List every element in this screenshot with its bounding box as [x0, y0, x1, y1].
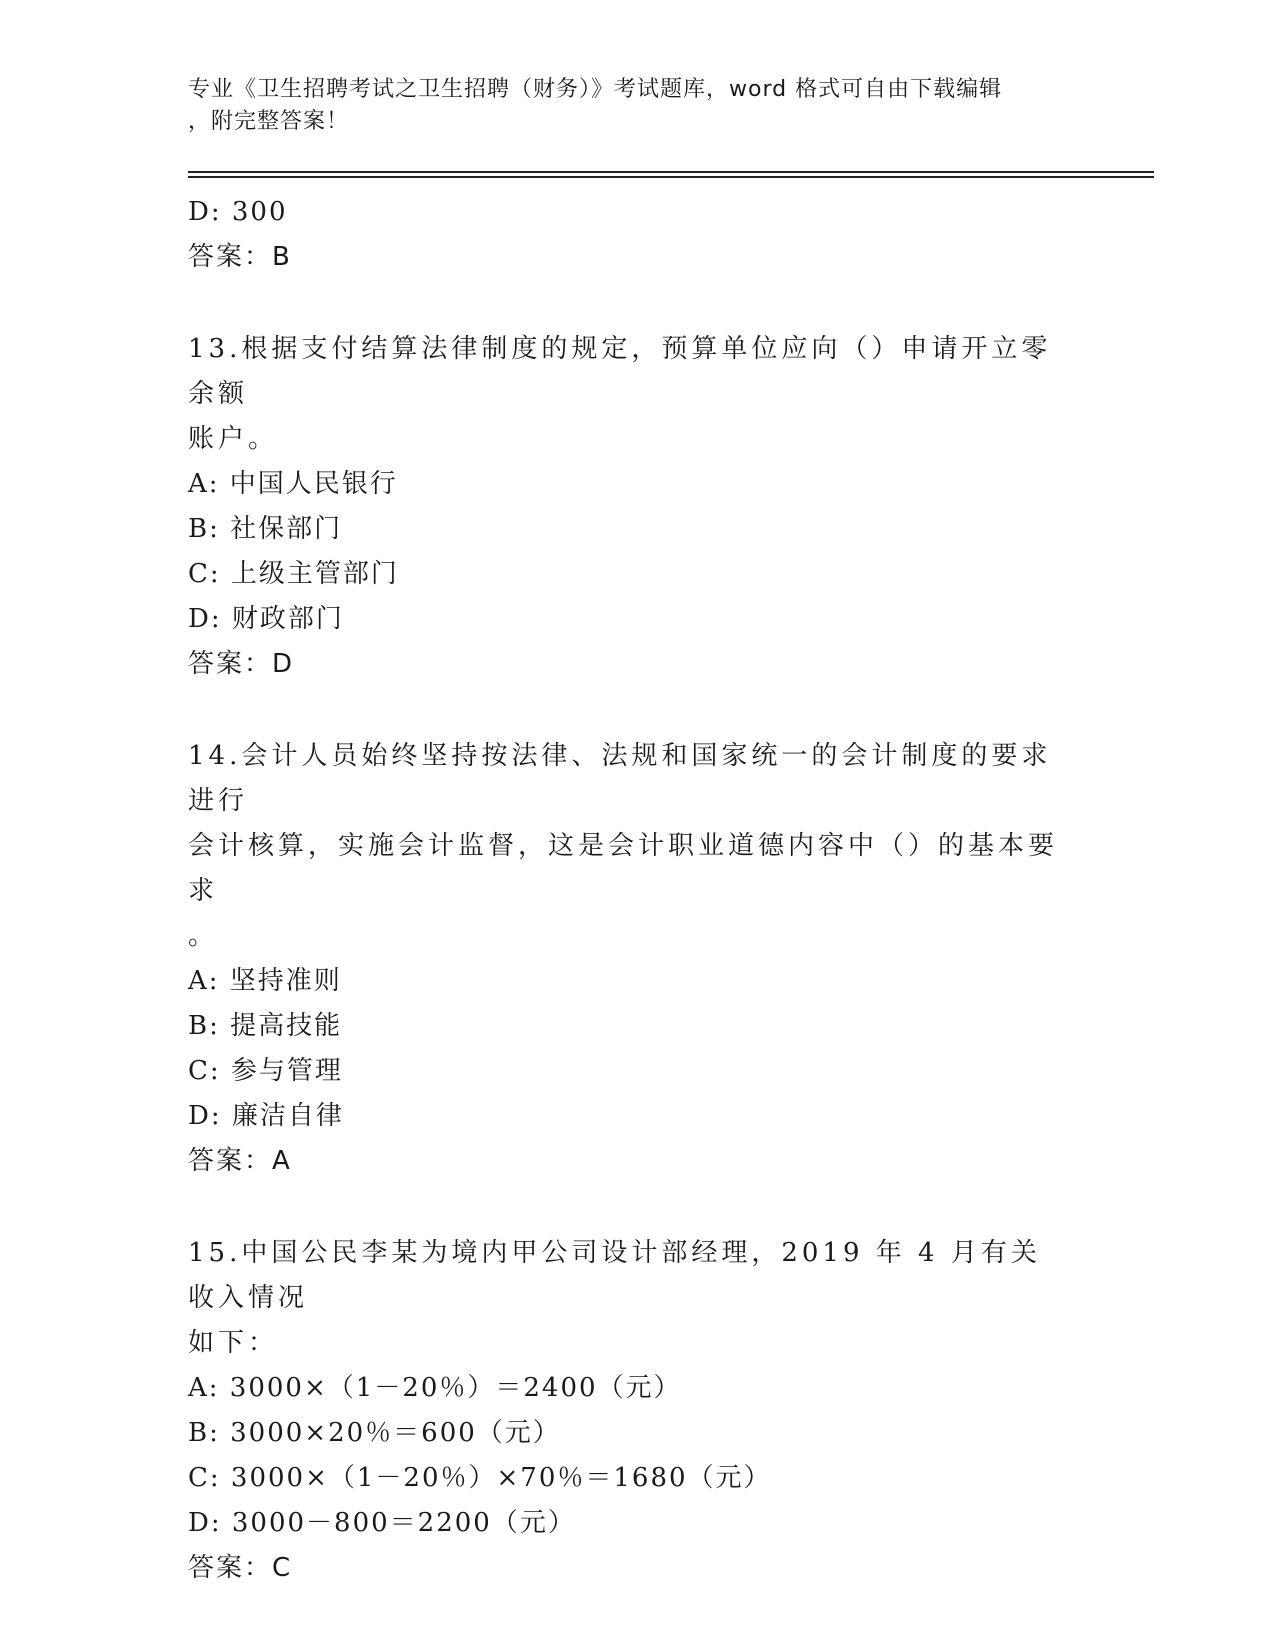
- option-d: D: 财政部门: [188, 604, 344, 634]
- header-rule-bottom: [188, 176, 1154, 178]
- option-d: D: 廉洁自律: [188, 1101, 344, 1131]
- option-d: D: 3000－800＝2200（元）: [188, 1508, 576, 1538]
- option-b: B: 社保部门: [188, 514, 343, 544]
- option-d: D: 300: [188, 197, 288, 227]
- previous-question-tail: [188, 190, 1088, 280]
- option-c: C: 上级主管部门: [188, 559, 399, 589]
- option-a: A: 中国人民银行: [188, 469, 398, 499]
- answer-line: 答案：B: [188, 242, 292, 272]
- option-a: A: 3000×（1－20％）＝2400（元）: [188, 1373, 682, 1403]
- question-13: [188, 327, 1088, 687]
- header-rule-top: [188, 171, 1154, 173]
- option-c: C: 参与管理: [188, 1056, 343, 1086]
- question-list: [188, 190, 1088, 1591]
- option-b: B: 3000×20％＝600（元）: [188, 1418, 561, 1448]
- answer-line: 答案：A: [188, 1146, 292, 1176]
- answer-line: 答案：C: [188, 1553, 293, 1583]
- header-line-1: 专业《卫生招聘考试之卫生招聘（财务）》考试题库，word 格式可自由下载编辑: [188, 77, 1003, 102]
- answer-line: 答案：D: [188, 649, 295, 679]
- question-text: 13.根据支付结算法律制度的规定，预算单位应向（）申请开立零余额 账户。: [188, 334, 1052, 454]
- header-line-2: ，附完整答案！: [188, 109, 350, 134]
- option-b: B: 提高技能: [188, 1011, 343, 1041]
- question-15: [188, 1231, 1088, 1591]
- question-text: 15.中国公民李某为境内甲公司设计部经理，2019 年 4 月有关收入情况 如下：: [188, 1238, 1041, 1358]
- question-14: [188, 734, 1088, 1184]
- question-text: 14.会计人员始终坚持按法律、法规和国家统一的会计制度的要求进行 会计核算，实施会计监督，这是会计职业道德内容中（）的基本要求 。: [188, 741, 1059, 951]
- page-header: [188, 74, 1088, 138]
- option-c: C: 3000×（1－20％）×70％＝1680（元）: [188, 1463, 772, 1493]
- option-a: A: 坚持准则: [188, 966, 342, 996]
